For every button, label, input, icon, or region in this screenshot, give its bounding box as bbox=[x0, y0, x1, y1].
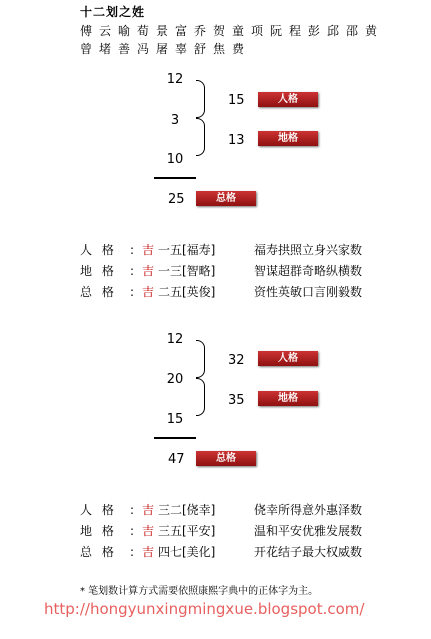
bracket-ren bbox=[196, 340, 205, 378]
stroke-count-2: 20 bbox=[166, 372, 184, 387]
di-badge: 地格 bbox=[258, 131, 318, 146]
ren-value: 15 bbox=[228, 93, 245, 108]
blog-url-watermark: http://hongyunxingmingxue.blogspot.com/ bbox=[44, 600, 365, 618]
stroke-count-1: 12 bbox=[166, 72, 184, 87]
result-row-zong-1: 总 格 : 吉 二五[英俊] 资性英敏口言刚毅数 bbox=[80, 285, 363, 299]
zong-value: 25 bbox=[168, 192, 185, 207]
bracket-ren bbox=[196, 80, 205, 118]
di-badge: 地格 bbox=[258, 391, 318, 406]
footnote: * 笔划数计算方式需要依照康熙字典中的正体字为主。 bbox=[80, 586, 319, 597]
ren-value: 32 bbox=[228, 353, 245, 368]
result-row-ren-1: 人 格 : 吉 一五[福寿] 福寿拱照立身兴家数 bbox=[80, 243, 363, 257]
result-row-di-2: 地 格 : 吉 三五[平安] 温和平安优雅发展数 bbox=[80, 524, 363, 538]
stroke-count-3: 15 bbox=[166, 412, 184, 427]
page-title: 十二划之姓 bbox=[80, 5, 146, 19]
ren-badge: 人格 bbox=[258, 92, 318, 107]
sum-line bbox=[154, 437, 196, 439]
surname-list-line-1: 傅云喻荀景富乔贺童项阮程彭邱邵黄 bbox=[80, 24, 385, 38]
zong-value: 47 bbox=[168, 452, 185, 467]
di-value: 13 bbox=[228, 133, 245, 148]
stroke-count-2: 3 bbox=[170, 113, 180, 128]
zong-badge: 总格 bbox=[196, 451, 256, 466]
di-value: 35 bbox=[228, 393, 245, 408]
zong-badge: 总格 bbox=[196, 191, 256, 206]
bracket-di bbox=[196, 378, 205, 416]
bracket-di bbox=[196, 118, 205, 156]
result-row-ren-2: 人 格 : 吉 三二[侥幸] 侥幸所得意外惠泽数 bbox=[80, 503, 363, 517]
surname-list-line-2: 曾堵善冯屠辜舒焦费 bbox=[80, 42, 252, 56]
sum-line bbox=[154, 177, 196, 179]
result-row-di-1: 地 格 : 吉 一三[智略] 智谋超群奇略纵横数 bbox=[80, 264, 363, 278]
stroke-count-1: 12 bbox=[166, 332, 184, 347]
ren-badge: 人格 bbox=[258, 351, 318, 366]
stroke-count-3: 10 bbox=[166, 152, 184, 167]
result-row-zong-2: 总 格 : 吉 四七[美化] 开花结子最大权威数 bbox=[80, 545, 363, 559]
